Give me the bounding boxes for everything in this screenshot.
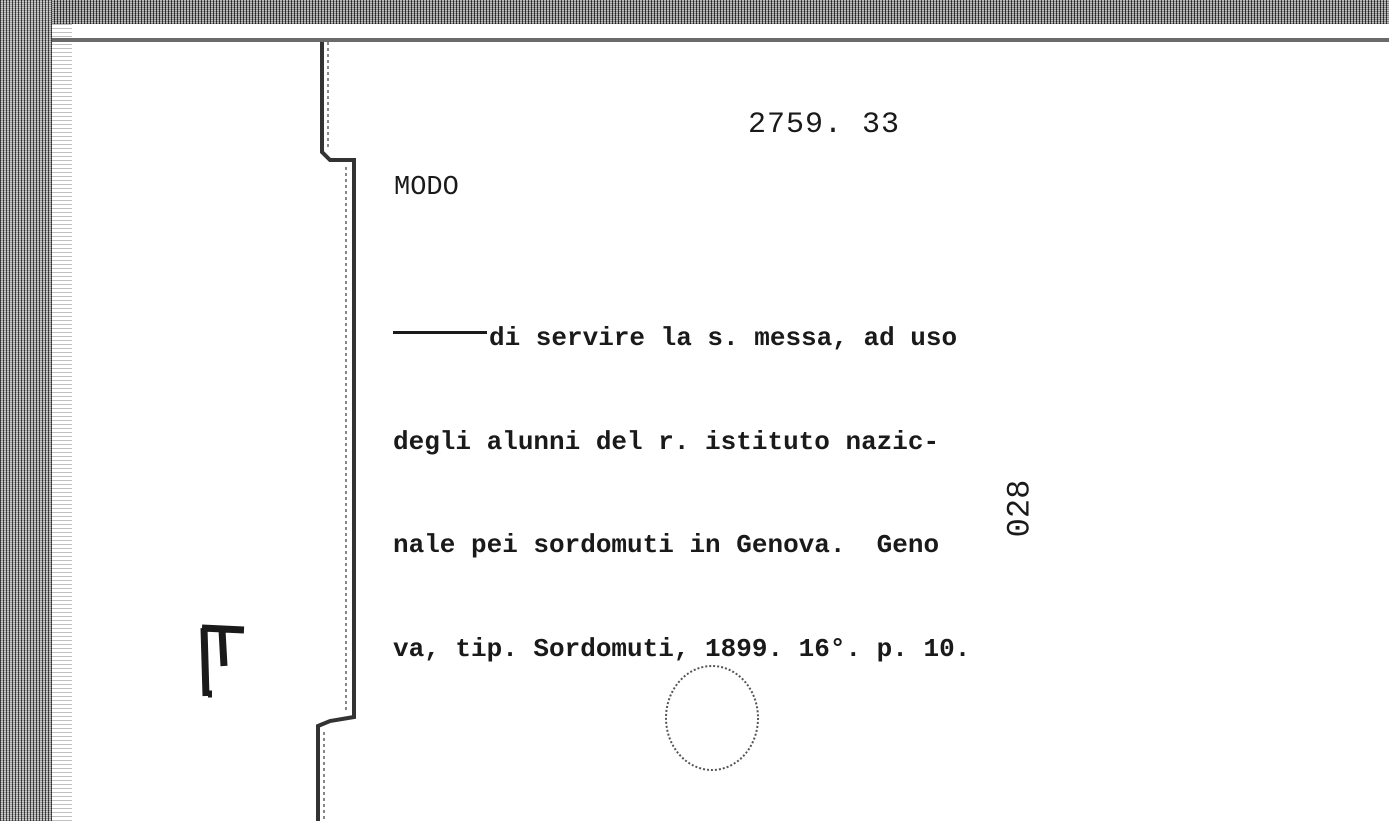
scan-top-edge (0, 0, 1389, 24)
punch-hole (660, 662, 764, 774)
left-border-speckle (52, 24, 72, 821)
tab-mark-glyph (198, 622, 248, 698)
ditto-dash (393, 331, 487, 334)
entry-line: nale pei sordomuti in Genova. Geno (393, 530, 940, 560)
vertical-stamp: 028 (1001, 479, 1039, 538)
entry-line: va, tip. Sordomuti, 1899. 16°. p. 10. (393, 633, 971, 664)
entry-line: di servire la s. messa, ad uso (393, 321, 970, 356)
entry-line: degli alunni del r. istituto nazic- (393, 426, 940, 457)
entry-heading: MODO (394, 173, 459, 203)
entry-text (393, 252, 970, 701)
call-number: 2759. 33 (748, 108, 901, 142)
card-top-rule (52, 38, 1389, 42)
scan-left-edge (0, 0, 52, 821)
card-divider-tab (296, 42, 366, 821)
